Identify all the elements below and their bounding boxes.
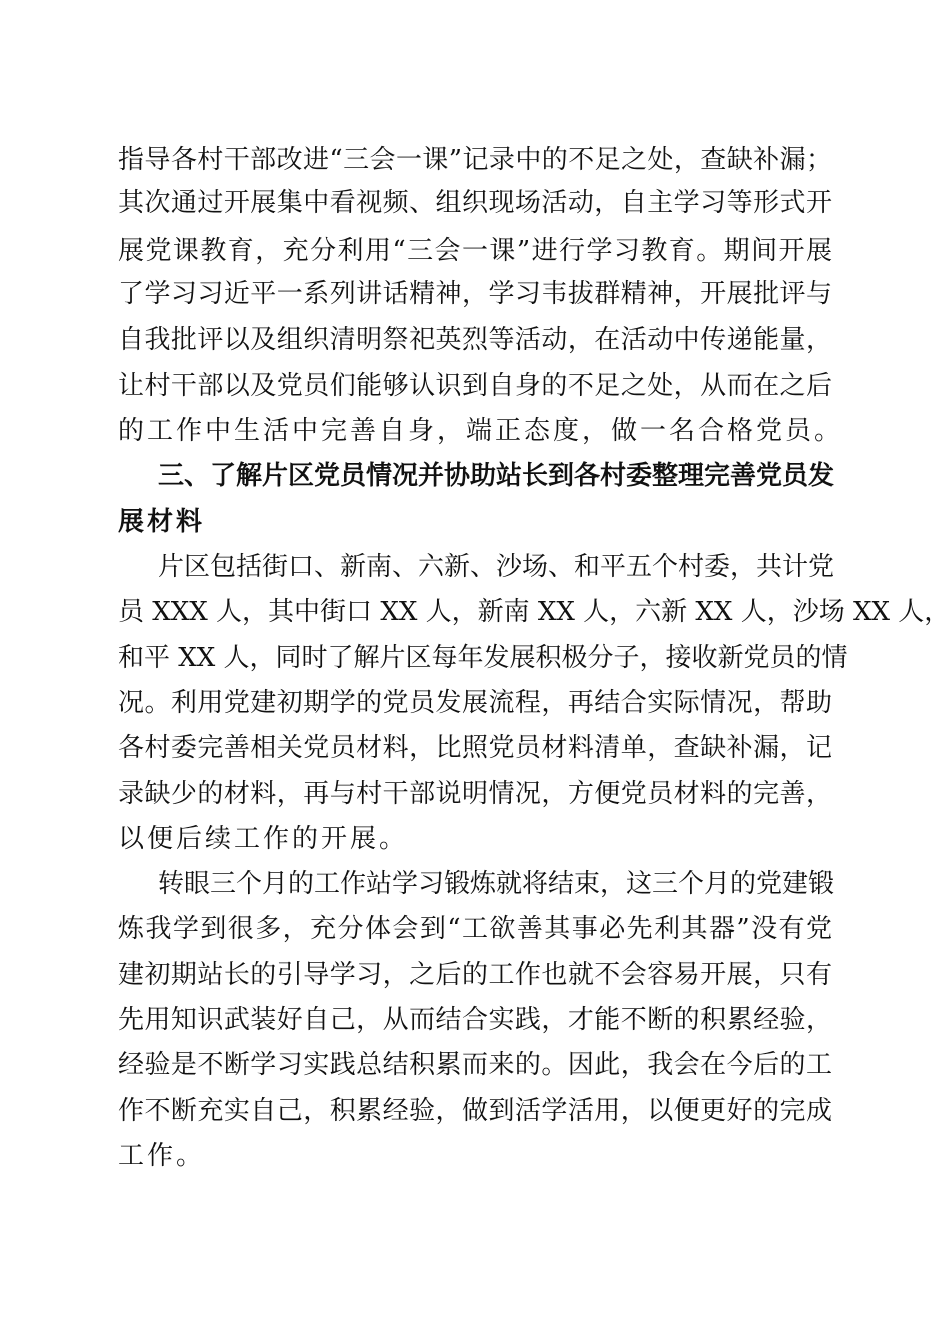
paragraph-line: 经验是不断学习实践总结积累而来的。因此，我会在今后的工 — [118, 1050, 832, 1080]
paragraph-line: 转眼三个月的工作站学习锻炼就将结束，这三个月的党建锻 — [158, 869, 835, 899]
paragraph-line: 以便后续工作的开展。 — [118, 824, 409, 854]
paragraph-line: 录缺少的材料，再与村干部说明情况，方便党员材料的完善， — [118, 779, 832, 809]
paragraph-line: 的工作中生活中完善自身，端正态度，做一名合格党员。 — [118, 416, 844, 446]
paragraph-line: 指导各村干部改进“三会一课”记录中的不足之处，查缺补漏； — [118, 145, 832, 175]
paragraph-line: 让村干部以及党员们能够认识到自身的不足之处，从而在之后 — [118, 371, 832, 401]
paragraph-line: 和平 XX 人，同时了解片区每年发展积极分子，接收新党员的情 — [118, 643, 848, 673]
paragraph-line: 工作。 — [118, 1141, 206, 1171]
heading-line: 展材料 — [118, 507, 206, 537]
heading-line: 三、了解片区党员情况并协助站长到各村委整理完善党员发 — [158, 461, 835, 491]
paragraph-line: 各村委完善相关党员材料，比照党员材料清单，查缺补漏，记 — [118, 733, 832, 763]
paragraph-line: 展党课教育，充分利用“三会一课”进行学习教育。期间开展 — [118, 236, 832, 266]
paragraph-line: 况。利用党建初期学的党员发展流程，再结合实际情况，帮助 — [118, 688, 832, 718]
paragraph-line: 了学习习近平一系列讲话精神，学习韦拔群精神，开展批评与 — [118, 279, 832, 309]
paragraph-line: 炼我学到很多，充分体会到“工欲善其事必先利其器”没有党 — [118, 914, 832, 944]
paragraph-line: 建初期站长的引导学习，之后的工作也就不会容易开展，只有 — [118, 960, 832, 990]
paragraph-line: 先用知识武装好自己，从而结合实践，才能不断的积累经验， — [118, 1005, 832, 1035]
paragraph-line: 自我批评以及组织清明祭祀英烈等活动，在活动中传递能量， — [118, 325, 832, 355]
paragraph-line: 员 XXX 人，其中街口 XX 人，新南 XX 人，六新 XX 人，沙场 XX 人， — [118, 597, 950, 627]
paragraph-line: 作不断充实自己，积累经验，做到活学活用，以便更好的完成 — [118, 1096, 832, 1126]
paragraph-line: 片区包括街口、新南、六新、沙场、和平五个村委，共计党 — [158, 552, 835, 582]
paragraph-line: 其次通过开展集中看视频、组织现场活动，自主学习等形式开 — [118, 188, 832, 218]
